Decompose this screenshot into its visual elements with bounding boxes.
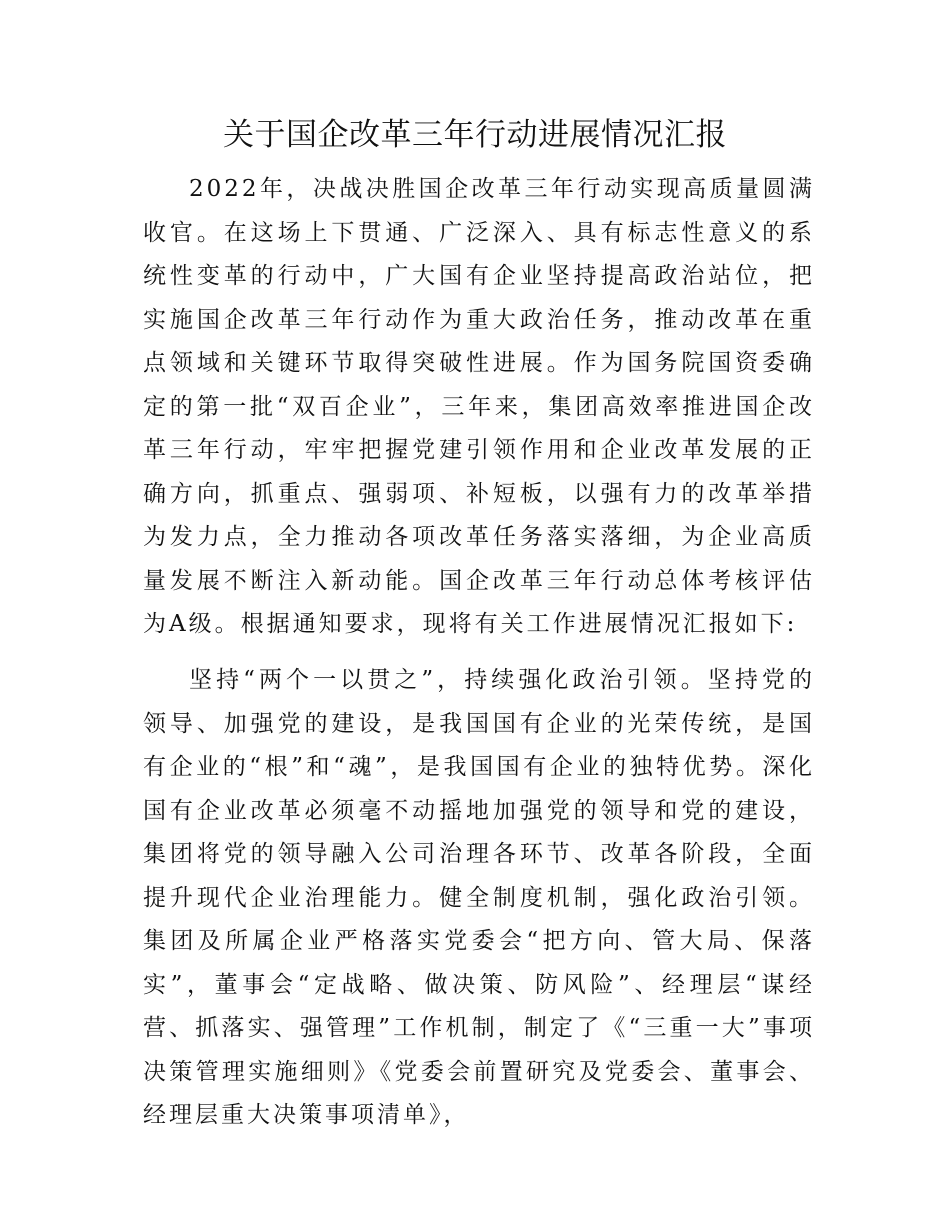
- body-paragraph-1: 2022年，决战决胜国企改革三年行动实现高质量圆满收官。在这场上下贯通、广泛深入、具有标志性意义的系统性变革的行动中，广大国有企业坚持提高政治站位，把实施国企改革三年行动作为重大政治任务，推动改革在重点领域和关键环节取得突破性进展。作为国务院国资委确定的第一批“双百企业”，三年来，集团高效率推进国企改革三年行动，牢牢把握党建引领作用和企业改革发展的正确方向，抓重点、强弱项、补短板，以强有力的改革举措为发力点，全力推动各项改革任务落实落细，为企业高质量发展不断注入新动能。国企改革三年行动总体考核评估为A级。根据通知要求，现将有关工作进展情况汇报如下:: [143, 176, 815, 637]
- body-paragraph-2: 坚持“两个一以贯之”，持续强化政治引领。坚持党的领导、加强党的建设，是我国国有企业的光荣传统，是国有企业的“根”和“魂”，是我国国有企业的独特优势。深化国有企业改革必须毫不动摇地加强党的领导和党的建设，集团将党的领导融入公司治理各环节、改革各阶段，全面提升现代企业治理能力。健全制度机制，强化政治引领。集团及所属企业严格落实党委会“把方向、管大局、保落实”，董事会“定战略、做决策、防风险”、经理层“谋经营、抓落实、强管理”工作机制，制定了《“三重一大”事项决策管理实施细则》《党委会前置研究及党委会、董事会、经理层重大决策事项清单》，: [143, 667, 815, 1128]
- document-title: 关于国企改革三年行动进展情况汇报: [223, 117, 727, 153]
